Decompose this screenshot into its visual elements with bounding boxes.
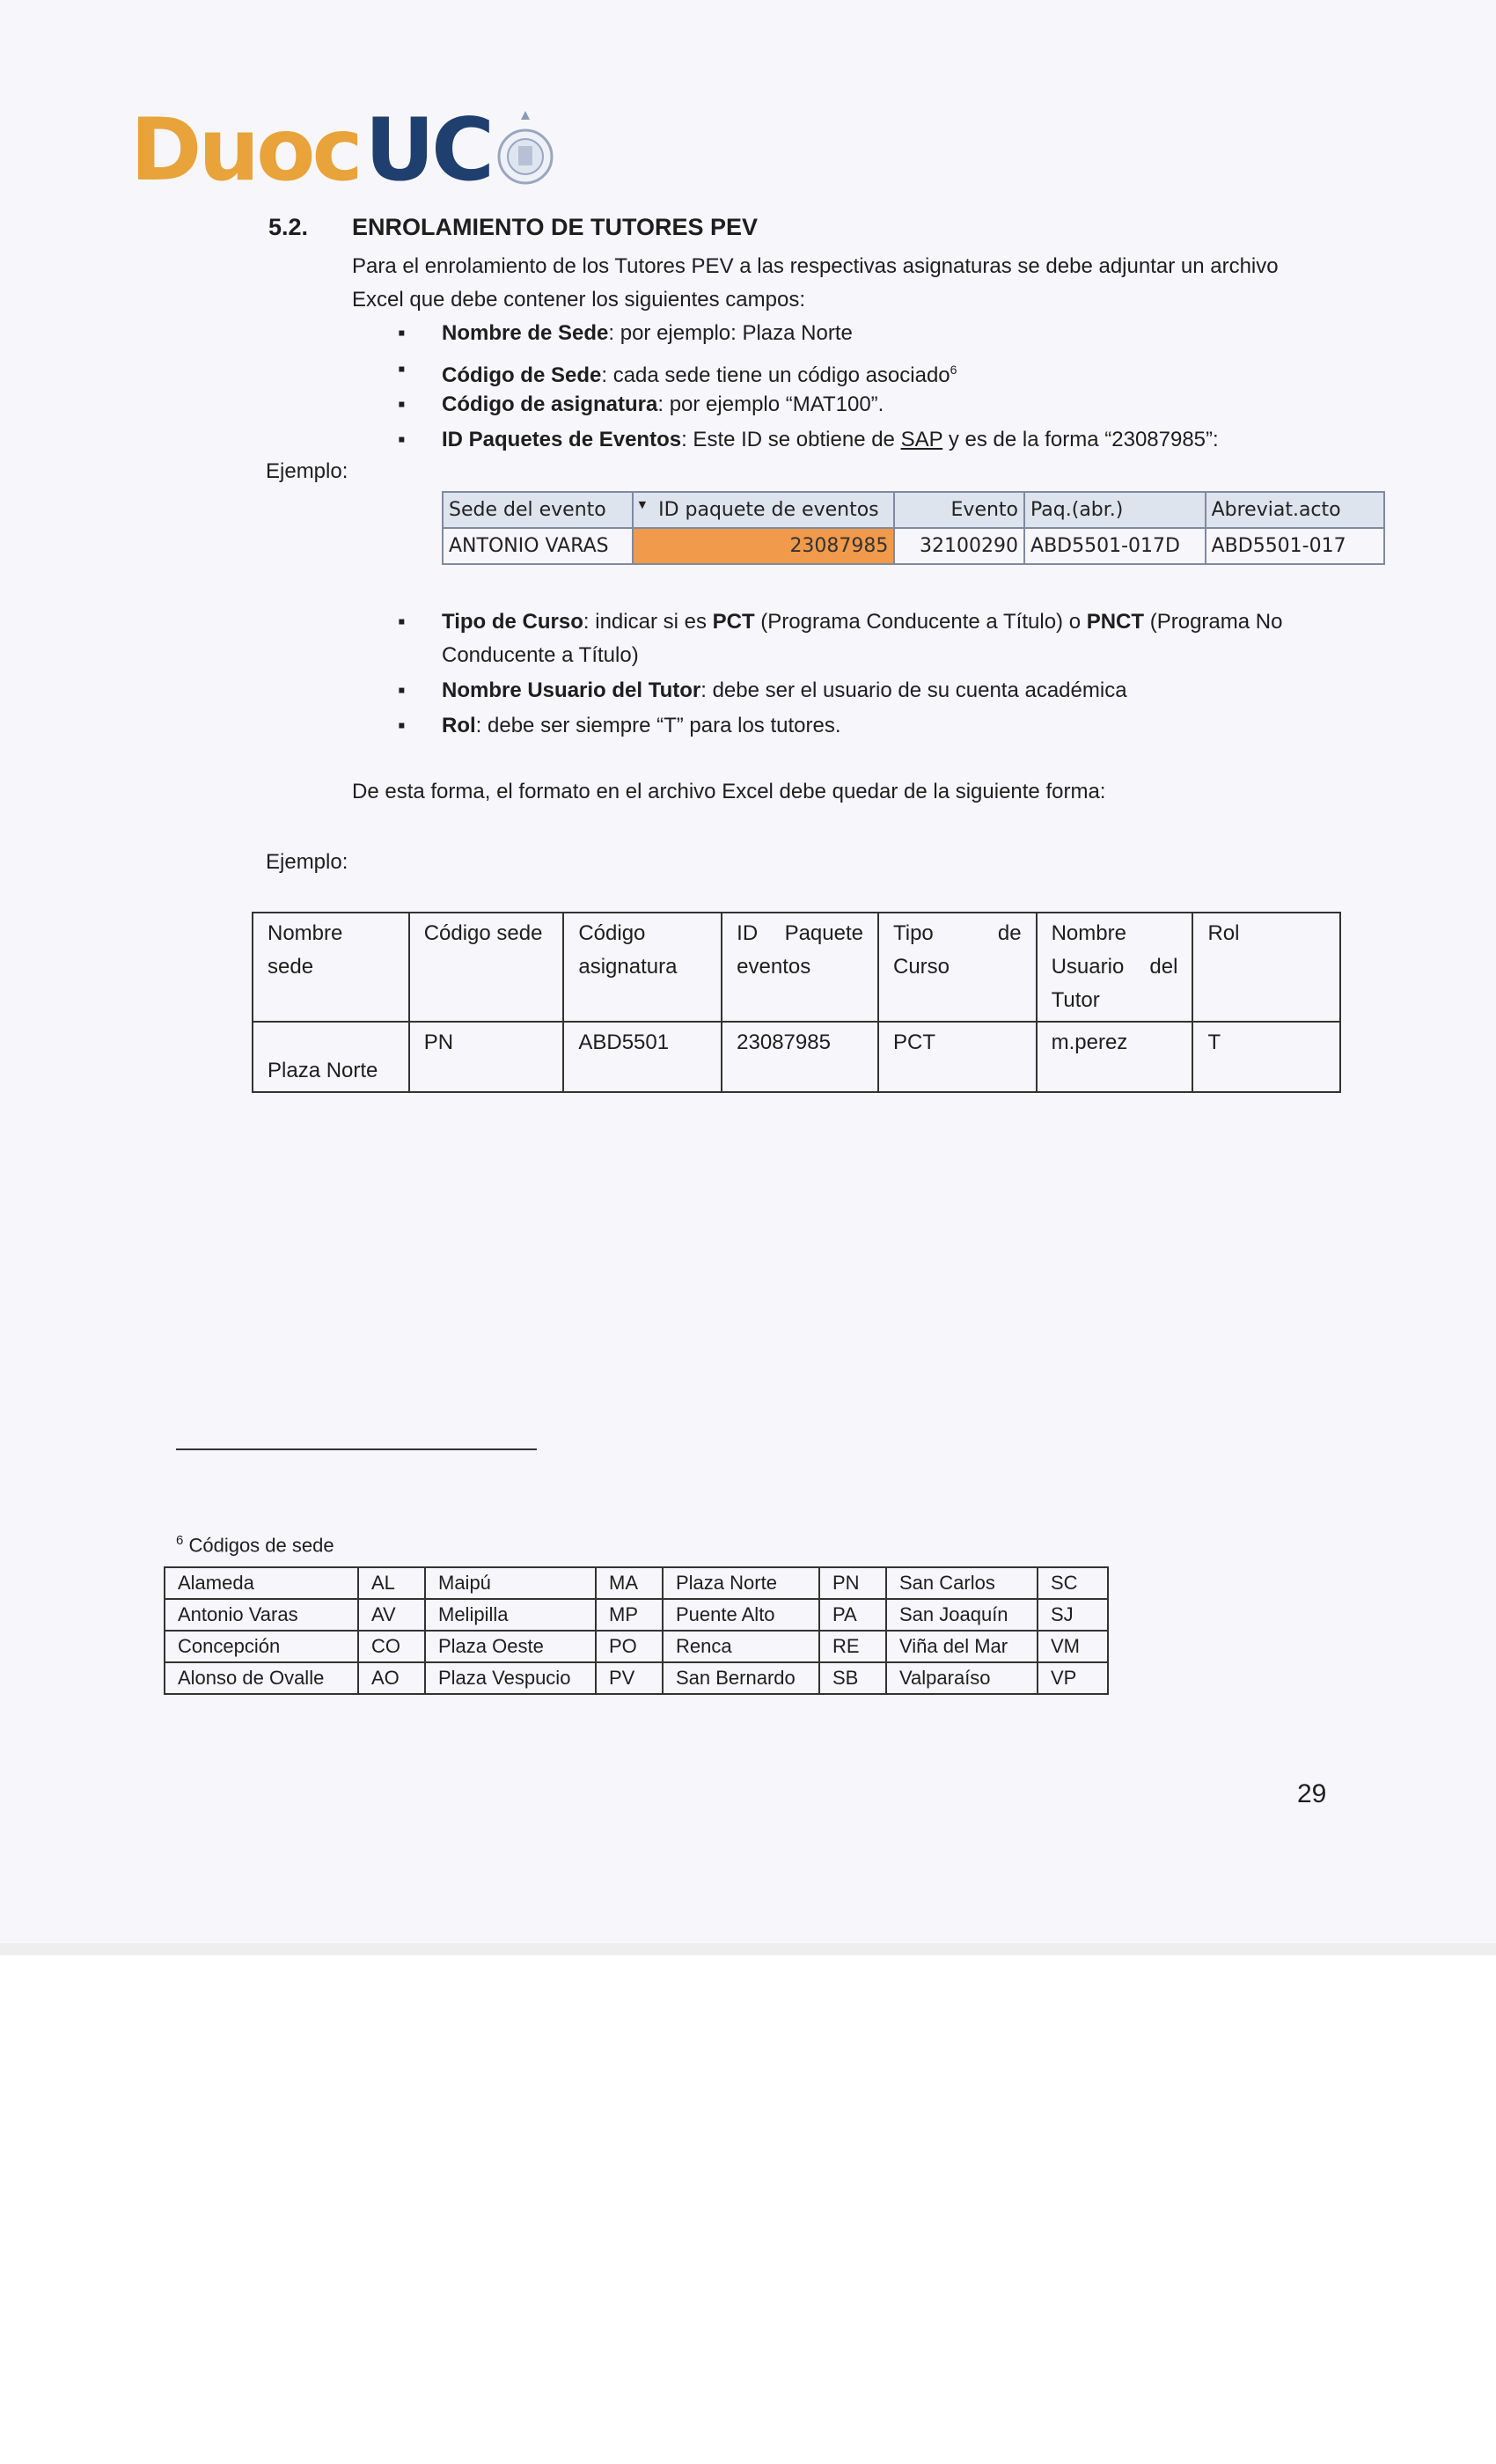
excel-cell: ABD5501-017 [1206, 528, 1384, 564]
sede-code: AL [358, 1567, 425, 1599]
sede-code: MP [596, 1599, 663, 1631]
page-number: 29 [1297, 1779, 1327, 1808]
sede-name: Plaza Norte [663, 1567, 819, 1599]
codigos-sede-table [164, 1566, 1109, 1695]
sede-code: PA [819, 1599, 886, 1631]
crest-icon [495, 107, 556, 195]
header-tipo-curso: Tipo de Curso [878, 913, 1037, 1022]
section-number: 5.2. [268, 214, 309, 240]
excel-header-cell: Evento [894, 492, 1024, 528]
example-label-2: Ejemplo: [266, 850, 348, 874]
sede-name: San Bernardo [663, 1662, 819, 1694]
intro-line-2: Excel que debe contener los siguientes campos: [352, 288, 805, 312]
page-bottom-edge [0, 1943, 1496, 1955]
excel-header-cell: Sede del evento [443, 492, 633, 528]
bullet-marker: ▪ [398, 678, 406, 702]
excel-cell-highlighted: 23087985 [633, 528, 895, 564]
section-title: ENROLAMIENTO DE TUTORES PEV [352, 214, 759, 240]
codes-row [165, 1567, 1108, 1599]
sede-name: Valparaíso [886, 1662, 1038, 1694]
excel-cell: ANTONIO VARAS [443, 528, 633, 564]
sede-code: MA [596, 1567, 663, 1599]
field-codigo-asignatura: Código de asignatura: por ejemplo “MAT100”. [442, 392, 884, 416]
field-tipo-curso: Tipo de Curso: indicar si es PCT (Programa Conducente a Título) o PNCT (Programa No Conducente a Título) [442, 610, 1283, 667]
duoc-uc-logo [130, 97, 556, 201]
cell-codigo-asignatura: ABD5501 [563, 1022, 722, 1092]
format-table-header-row [253, 913, 1340, 1022]
sap-link[interactable]: SAP [900, 428, 943, 451]
excel-header-cell: ▼ ID paquete de eventos [633, 492, 895, 528]
header-nombre-usuario: Nombre Usuario del Tutor [1037, 913, 1193, 1022]
excel-header-row [443, 492, 1384, 528]
format-table [252, 912, 1341, 1093]
filter-arrow-icon: ▼ [638, 499, 647, 510]
sede-code: AO [358, 1662, 425, 1694]
sede-name: Puente Alto [663, 1599, 819, 1631]
field-nombre-usuario: Nombre Usuario del Tutor: debe ser el usuario de su cuenta académica [442, 678, 1127, 702]
bullet-marker: ▪ [398, 428, 406, 451]
logo-uc-text: UC [364, 100, 492, 201]
sede-code: PO [596, 1631, 663, 1662]
bullet-marker: ▪ [398, 714, 406, 737]
header-codigo-asignatura: Código asignatura [563, 913, 722, 1022]
footnote-separator [176, 1448, 537, 1450]
sede-name: Plaza Vespucio [425, 1662, 596, 1694]
cell-id-paquete: 23087985 [722, 1022, 878, 1092]
header-rol: Rol [1192, 913, 1340, 1022]
sede-name: Antonio Varas [165, 1599, 358, 1631]
field-nombre-sede: Nombre de Sede: por ejemplo: Plaza Norte [442, 321, 853, 345]
sede-code: CO [358, 1631, 425, 1662]
sede-name: Concepción [165, 1631, 358, 1662]
sede-name: Maipú [425, 1567, 596, 1599]
sede-code: AV [358, 1599, 425, 1631]
field-codigo-sede: Código de Sede: cada sede tiene un código asociado$^6$ [442, 363, 957, 387]
sede-name: San Joaquín [886, 1599, 1038, 1631]
sede-name: Alameda [165, 1567, 358, 1599]
logo-duoc-text: Duoc [130, 100, 360, 201]
sede-code: PV [596, 1662, 663, 1694]
sede-code: VM [1038, 1631, 1108, 1662]
format-table-row [253, 1022, 1340, 1092]
bullet-marker: ▪ [398, 357, 406, 381]
footnote-label: $^6$ Códigos de sede [176, 1533, 334, 1557]
field-id-paquetes: ID Paquetes de Eventos: Este ID se obtiene de SAP y es de la forma “23087985”: [442, 428, 1219, 451]
codes-row [165, 1662, 1108, 1694]
intro-line-1: Para el enrolamiento de los Tutores PEV a las respectivas asignaturas se debe adjuntar un archivo [352, 254, 1279, 278]
excel-data-row [443, 528, 1384, 564]
header-nombre-sede: Nombre sede [253, 913, 409, 1022]
field-rol: Rol: debe ser siempre “T” para los tutores. [442, 714, 841, 737]
sede-name: Renca [663, 1631, 819, 1662]
sede-code: SB [819, 1662, 886, 1694]
cell-codigo-sede: PN [409, 1022, 564, 1092]
sede-code: SC [1038, 1567, 1108, 1599]
example-label: Ejemplo: [266, 459, 348, 483]
excel-snippet-table [442, 491, 1385, 565]
sede-name: Melipilla [425, 1599, 596, 1631]
codes-row [165, 1631, 1108, 1662]
sede-code: PN [819, 1567, 886, 1599]
excel-header-cell: Paq.(abr.) [1024, 492, 1206, 528]
sede-code: SJ [1038, 1599, 1108, 1631]
sede-name: Plaza Oeste [425, 1631, 596, 1662]
cell-usuario: m.perez [1037, 1022, 1193, 1092]
sede-code: VP [1038, 1662, 1108, 1694]
bullet-marker: ▪ [398, 321, 406, 345]
sede-code: RE [819, 1631, 886, 1662]
excel-cell: ABD5501-017D [1024, 528, 1206, 564]
cell-rol: T [1192, 1022, 1340, 1092]
cell-nombre-sede: Plaza Norte [253, 1022, 409, 1092]
bullet-marker: ▪ [398, 392, 406, 416]
excel-header-cell: Abreviat.acto [1206, 492, 1384, 528]
sede-name: Viña del Mar [886, 1631, 1038, 1662]
header-id-paquete: ID Paquete eventos [722, 913, 878, 1022]
sede-name: San Carlos [886, 1567, 1038, 1599]
footnote-ref[interactable]: 6 [950, 363, 957, 377]
codes-row [165, 1599, 1108, 1631]
bullet-marker: ▪ [398, 610, 406, 634]
cell-tipo-curso: PCT [878, 1022, 1037, 1092]
excel-cell: 32100290 [894, 528, 1024, 564]
format-sentence: De esta forma, el formato en el archivo Excel debe quedar de la siguiente forma: [352, 780, 1106, 803]
sede-name: Alonso de Ovalle [165, 1662, 358, 1694]
intro-paragraph [352, 250, 1338, 317]
header-codigo-sede: Código sede [409, 913, 564, 1022]
